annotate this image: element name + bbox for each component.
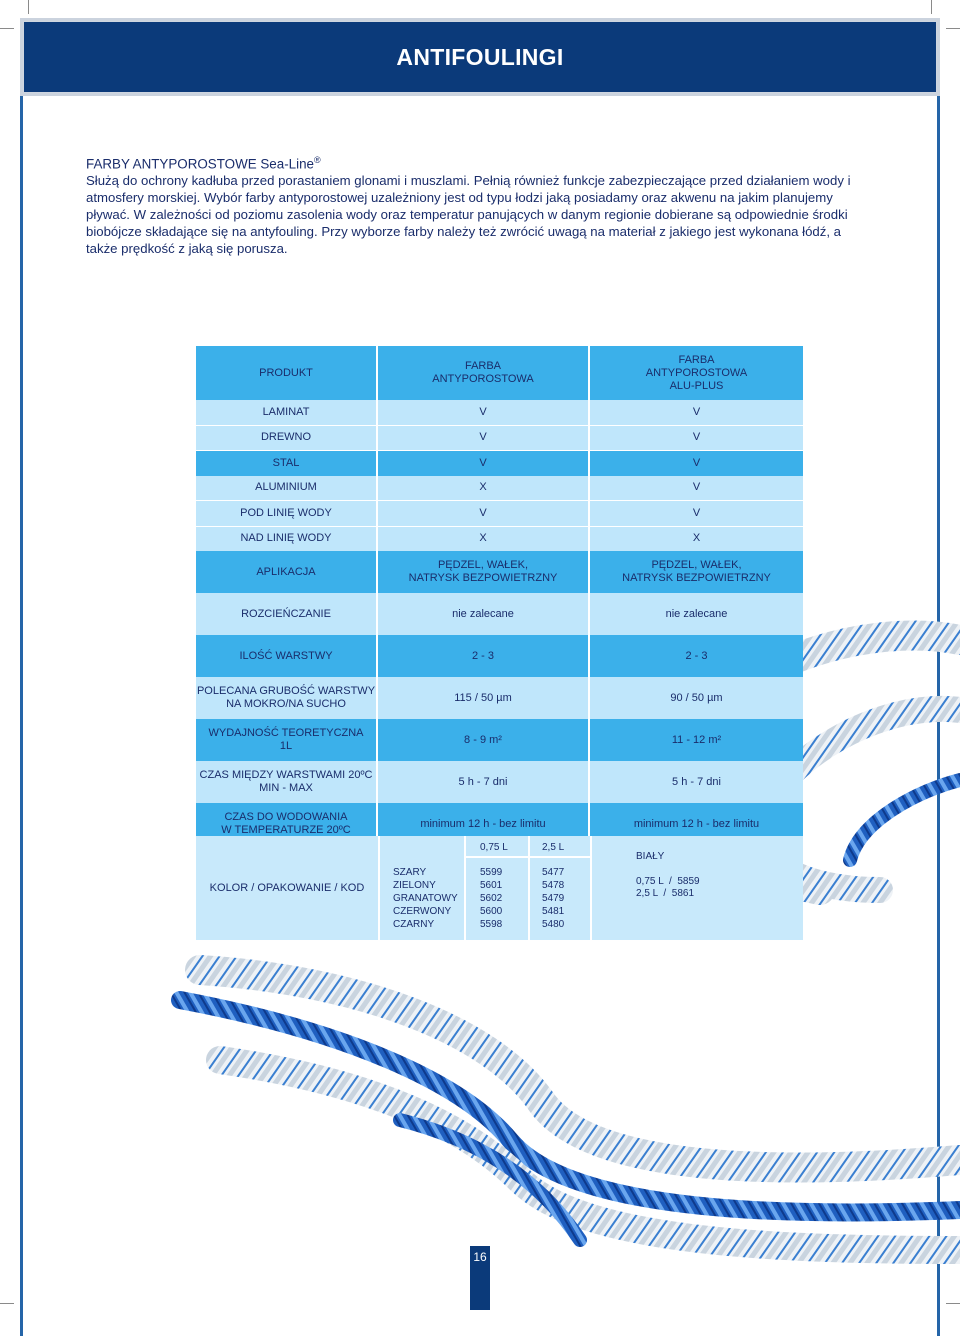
rope-strand: [850, 780, 960, 860]
table-cell: V: [378, 501, 590, 526]
table-cell: nie zalecane: [378, 593, 590, 635]
table-row: [196, 527, 803, 552]
table-cell: 115 / 50 µm: [378, 677, 590, 719]
table-cell: 11 - 12 m²: [590, 719, 803, 761]
color-packaging-label: KOLOR / OPAKOWANIE / KOD: [209, 882, 365, 894]
table-row: [196, 761, 803, 803]
crop-mark: [0, 28, 14, 29]
page-header: [20, 18, 940, 96]
alu-code: 0,75 L / 5859: [636, 876, 700, 887]
table-cell: APLIKACJA: [196, 551, 378, 593]
color-name: ZIELONY: [393, 880, 436, 891]
table-cell: POD LINIĘ WODY: [196, 501, 378, 526]
table-cell: 8 - 9 m²: [378, 719, 590, 761]
crop-mark: [0, 1303, 14, 1304]
table-cell: ILOŚĆ WARSTWY: [196, 635, 378, 677]
table-cell: DREWNO: [196, 426, 378, 451]
table-cell: 5 h - 7 dni: [378, 761, 590, 803]
column-separator: [528, 836, 530, 940]
table-cell: X: [378, 476, 590, 501]
table-cell: V: [378, 451, 590, 476]
table-header-cell: FARBA ANTYPOROSTOWA ALU-PLUS: [590, 346, 803, 400]
table-row: [196, 476, 803, 502]
table-cell: V: [378, 400, 590, 425]
table-row: [196, 501, 803, 527]
table-cell: V: [590, 400, 803, 425]
table-cell: V: [590, 451, 803, 476]
table-cell: CZAS MIĘDZY WARSTWAMI 20ºC MIN - MAX: [196, 761, 378, 803]
table-cell: CZAS DO WODOWANIA W TEMPERATURZE 20ºC: [196, 803, 378, 845]
product-table: [196, 346, 803, 845]
crop-mark: [946, 1303, 960, 1304]
table-cell: X: [590, 527, 803, 552]
table-header-cell: PRODUKT: [196, 346, 378, 400]
code-075: 5601: [480, 880, 503, 891]
table-cell: 90 / 50 µm: [590, 677, 803, 719]
crop-mark: [931, 0, 932, 14]
code-25: 5481: [542, 906, 565, 917]
table-header-cell: FARBA ANTYPOROSTOWA: [378, 346, 590, 400]
column-separator: [464, 836, 466, 940]
size-header-075: 0,75 L: [480, 842, 508, 853]
table-cell: ROZCIEŃCZANIE: [196, 593, 378, 635]
table-row: [196, 451, 803, 476]
intro-heading: [86, 152, 876, 172]
code-25: 5478: [542, 880, 565, 891]
code-25: 5480: [542, 919, 565, 930]
intro-body: Służą do ochrony kadłuba przed porastaniem glonami i muszlami. Pełnią również funkcje zabezpieczające przed działaniem wody i atmosfery morskiej. Wybór farby antyporostowej uzależniony jest od typu łodzi jaką posiadamy oraz akwenu na jakim planujemy pływać. W zależności od poziomu zasolenia wody oraz temperatur panujących w danym regionie dobierane są odpowiednie środki biobójcze składające się na antyfouling. Przy wyborze farby należy też zwrócić uwagą na materiał z jakiego jest wykonana łódź, a także prędkość z jaką się porusza.: [86, 173, 851, 257]
color-packaging-row: [196, 836, 803, 940]
alu-code: 2,5 L / 5861: [636, 888, 695, 899]
column-separator: [590, 836, 592, 940]
code-25: 5479: [542, 893, 565, 904]
column-separator: [378, 836, 380, 940]
size-header-divider: [466, 856, 590, 858]
table-cell: PĘDZEL, WAŁEK, NATRYSK BEZPOWIETRZNY: [590, 551, 803, 593]
table-cell: V: [590, 501, 803, 526]
table-cell: V: [590, 476, 803, 501]
color-name: CZERWONY: [393, 906, 452, 917]
table-cell: X: [378, 527, 590, 552]
table-cell: minimum 12 h - bez limitu: [378, 803, 590, 845]
table-row: [196, 551, 803, 593]
page-number: 16: [473, 1250, 487, 1264]
alu-color-name: BIAŁY: [636, 851, 665, 862]
table-row: [196, 677, 803, 719]
crop-mark: [28, 0, 29, 14]
table-cell: 2 - 3: [378, 635, 590, 677]
size-header-25: 2,5 L: [542, 842, 565, 853]
table-row: [196, 400, 803, 426]
color-name: SZARY: [393, 867, 427, 878]
table-cell: POLECANA GRUBOŚĆ WARSTWY NA MOKRO/NA SUCHO: [196, 677, 378, 719]
color-name: GRANATOWY: [393, 893, 458, 904]
table-cell: PĘDZEL, WAŁEK, NATRYSK BEZPOWIETRZNY: [378, 551, 590, 593]
crop-mark: [946, 28, 960, 29]
table-cell: LAMINAT: [196, 400, 378, 425]
table-cell: ALUMINIUM: [196, 476, 378, 501]
table-cell: V: [378, 426, 590, 451]
table-cell: V: [590, 426, 803, 451]
table-cell: NAD LINIĘ WODY: [196, 527, 378, 552]
color-name: CZARNY: [393, 919, 435, 930]
code-075: 5602: [480, 893, 503, 904]
table-cell: WYDAJNOŚĆ TEORETYCZNA 1L: [196, 719, 378, 761]
code-075: 5598: [480, 919, 503, 930]
intro-heading-text: FARBY ANTYPOROSTOWE Sea-Line: [86, 156, 314, 172]
table-row: [196, 593, 803, 635]
intro-text: [86, 152, 876, 257]
table-row: [196, 635, 803, 677]
table-cell: minimum 12 h - bez limitu: [590, 803, 803, 845]
table-header-row: [196, 346, 803, 400]
code-075: 5600: [480, 906, 503, 917]
table-row: [196, 719, 803, 761]
table-cell: STAL: [196, 451, 378, 476]
table-cell: nie zalecane: [590, 593, 803, 635]
registered-mark: ®: [313, 155, 321, 165]
table-row: [196, 426, 803, 452]
code-075: 5599: [480, 867, 503, 878]
code-25: 5477: [542, 867, 565, 878]
table-cell: 2 - 3: [590, 635, 803, 677]
page-title: ANTIFOULINGI: [396, 43, 564, 70]
table-cell: 5 h - 7 dni: [590, 761, 803, 803]
